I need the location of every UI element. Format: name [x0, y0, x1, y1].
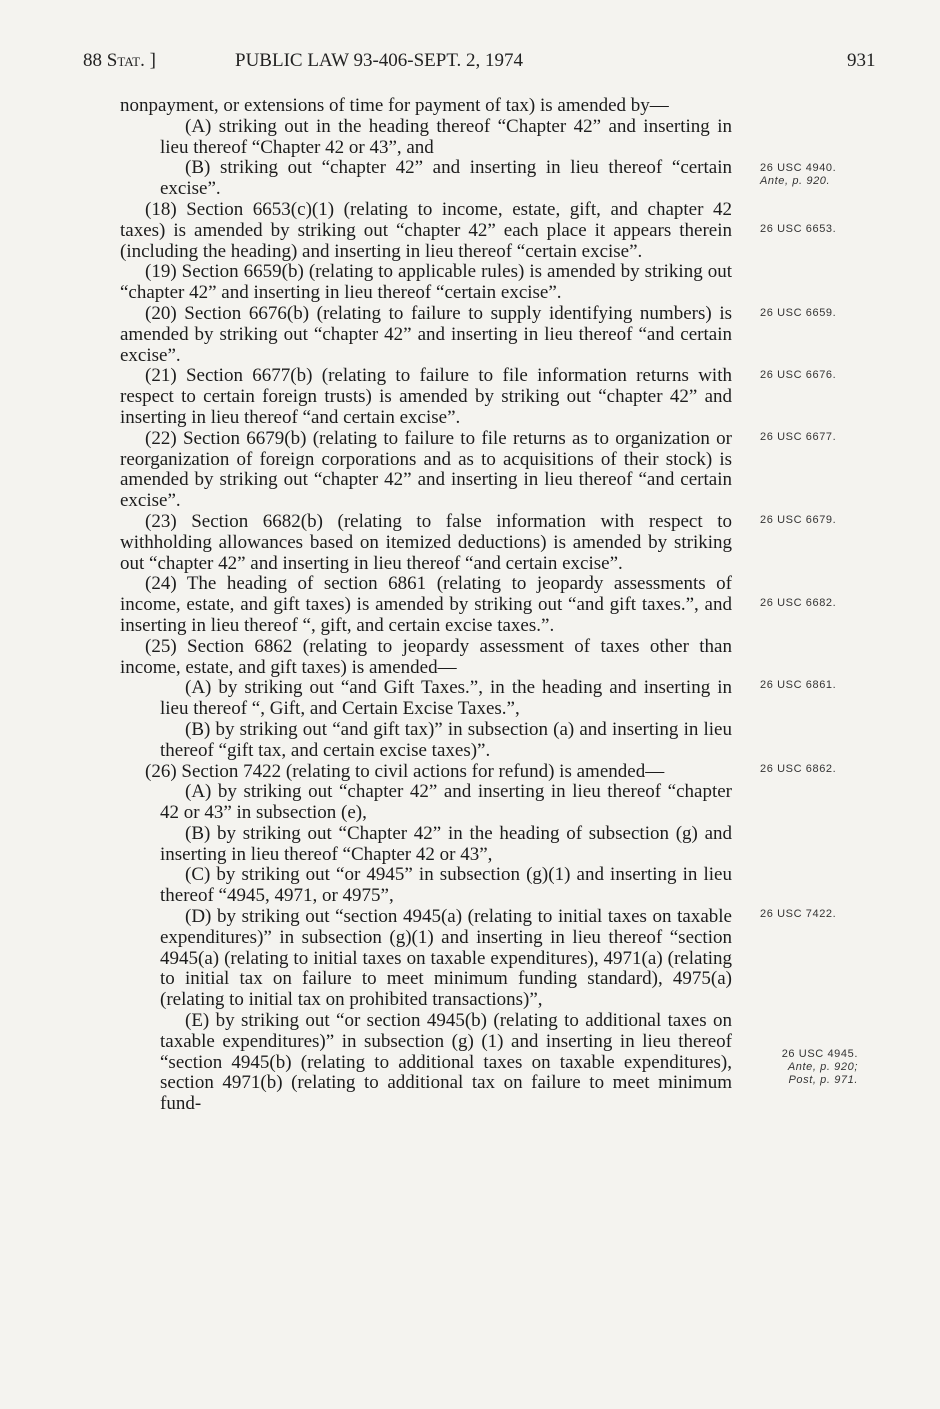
paragraph-25-A: (A) by striking out “and Gift Taxes.”, in the heading and inserting in lieu thereof “, Gift, and Certain Excise Taxes.”, [160, 677, 732, 720]
paragraph-22: (22) Section 6679(b) (relating to failure to file returns as to organization or reorganization of foreign corporations and as to acquisitions of their stock) is amended by striking out “chapter 42” and inserting in lieu thereof “and certain excise”. [120, 427, 732, 512]
margin-note-line: Ante, p. 920; [787, 1061, 858, 1073]
running-header-title: PUBLIC LAW 93-406-SEPT. 2, 1974 [235, 50, 524, 71]
margin-note-line: 26 USC 4945. [781, 1048, 858, 1060]
margin-note-line: Post, p. 971. [788, 1074, 858, 1086]
margin-note-6677: 26 USC 6677. [760, 431, 837, 443]
main-text [120, 96, 732, 1115]
paragraph-25: (25) Section 6862 (relating to jeopardy assessment of taxes other than income, estate, and gift taxes) is amended— [120, 635, 732, 678]
paragraph-26-E: (E) by striking out “or section 4945(b) (relating to additional taxes on taxable expenditures)” in subsection (g) (1) and inserting in lieu thereof “section 4945(b) (relating to additional taxes on taxable expenditures), section 4971(b) (relating to additional tax on failure to meet minimum fund- [160, 1010, 732, 1115]
margin-note-6861: 26 USC 6861. [760, 679, 837, 691]
margin-note-7422: 26 USC 7422. [760, 908, 837, 920]
paragraph-26: (26) Section 7422 (relating to civil actions for refund) is amended— [145, 760, 665, 782]
paragraph-26-A: (A) by striking out “chapter 42” and inserting in lieu thereof “chapter 42 or 43” in subsection (e), [160, 781, 732, 824]
statute-reference: 88 Stat. ] [83, 50, 156, 71]
margin-note-4945 [748, 1048, 858, 1087]
paragraph-18: (18) Section 6653(c)(1) (relating to income, estate, gift, and chapter 42 taxes) is amended by striking out “chapter 42” each place it appears therein (including the heading) and inserting in lieu thereof “certain excise”. [120, 198, 732, 262]
paragraph-24: (24) The heading of section 6861 (relating to jeopardy assessments of income, estate, and gift taxes) is amended by striking out “and gift taxes.”, and inserting in lieu thereof “, gift, and certain excise taxes.”. [120, 573, 732, 636]
paragraph-17-B: (B) striking out “chapter 42” and inserting in lieu thereof “certain excise”. [160, 157, 732, 200]
paragraph-17-A: (A) striking out in the heading thereof “Chapter 42” and inserting in lieu thereof “Chapter 42 or 43”, and [160, 115, 732, 158]
paragraph-19: (19) Section 6659(b) (relating to applicable rules) is amended by striking out “chapter 42” and inserting in lieu thereof “certain excise”. [120, 261, 732, 304]
paragraph-continuation: nonpayment, or extensions of time for payment of tax) is amended by— [120, 95, 669, 116]
paragraph-26-C: (C) by striking out “or 4945” in subsection (g)(1) and inserting in lieu thereof “4945, 4971, or 4975”, [160, 864, 732, 907]
paragraph-26-B: (B) by striking out “Chapter 42” in the heading of subsection (g) and inserting in lieu thereof “Chapter 42 or 43”, [160, 822, 732, 865]
margin-note-line: 26 USC 4940. [760, 162, 837, 174]
margin-note-4940 [760, 162, 836, 188]
margin-note-6676: 26 USC 6676. [760, 369, 837, 381]
margin-note-line: Ante, p. 920. [760, 175, 831, 187]
margin-note-6679: 26 USC 6679. [760, 514, 837, 526]
paragraph-25-B: (B) by striking out “and gift tax)” in subsection (a) and inserting in lieu thereof “gift tax, and certain excise taxes)”. [160, 718, 732, 761]
paragraph-23: (23) Section 6682(b) (relating to false information with respect to withholding allowances based on itemized deductions) is amended by striking out “chapter 42” and inserting in lieu thereof “and certain excise”. [120, 510, 732, 574]
margin-note-6659: 26 USC 6659. [760, 307, 837, 319]
margin-note-6682: 26 USC 6682. [760, 597, 837, 609]
page-number: 931 [847, 50, 876, 71]
paragraph-20: (20) Section 6676(b) (relating to failure to supply identifying numbers) is amended by striking out “chapter 42” and inserting in lieu thereof “and certain excise”. [120, 302, 732, 366]
paragraph-26-D: (D) by striking out “section 4945(a) (relating to initial taxes on taxable expenditures)” in subsection (g)(1) and inserting in lieu thereof “section 4945(a) (relating to initial taxes on taxable expenditures), 4971(a) (relating to initial tax on failure to meet minimum funding standard), 4975(a) (relating to initial tax on prohibited transactions)”, [160, 906, 732, 1011]
paragraph-21: (21) Section 6677(b) (relating to failure to file information returns with respect to certain foreign trusts) is amended by striking out “chapter 42” and inserting in lieu thereof “and certain excise”. [120, 365, 732, 428]
margin-note-6862: 26 USC 6862. [760, 763, 837, 775]
margin-note-6653: 26 USC 6653. [760, 223, 837, 235]
